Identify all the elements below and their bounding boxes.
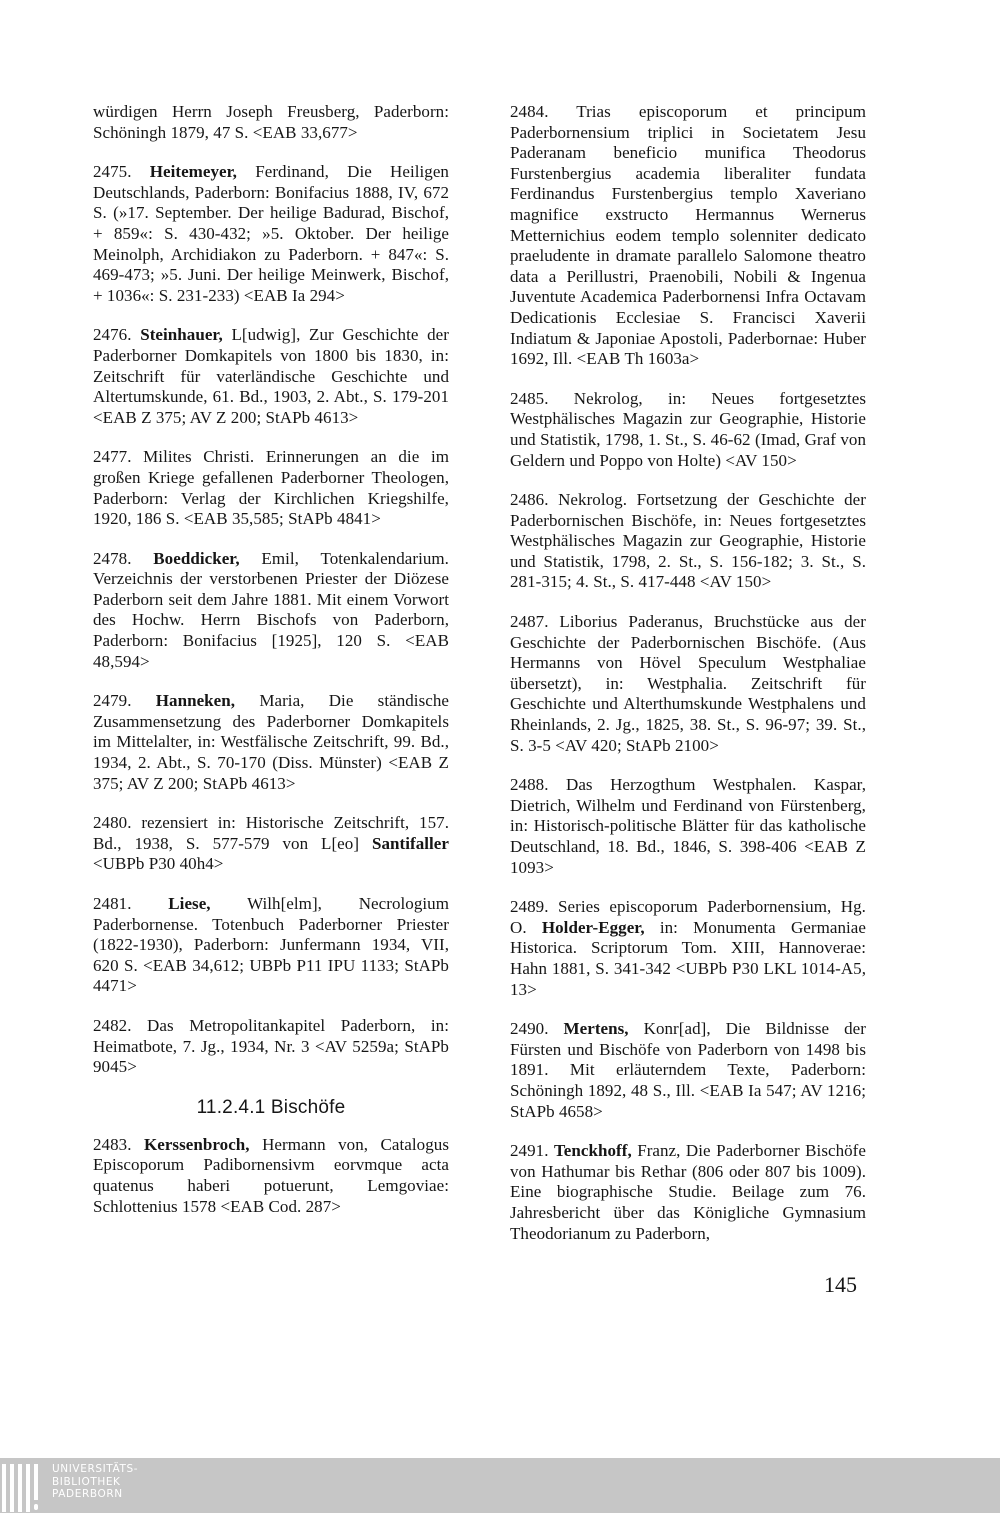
- bibliography-entry: 2490. Mertens, Konr[ad], Die Bildnisse der Fürsten und Bischöfe von Paderborn von 1498 bis 1891. Mit erläuterndem Texte, Paderborn: Schöningh 1892, 48 S., Ill. <EAB Ia 547; AV 1216; StAPb 4658>: [510, 1019, 866, 1121]
- bibliography-entry: 2476. Steinhauer, L[udwig], Zur Geschichte der Paderborner Domkapitels von 1800 bis 1830, in: Zeitschrift für vaterländische Geschichte und Altertumskunde, 61. Bd., 1903, 2. Abt., S. 179-201 <EAB Z 375; AV Z 200; StAPb 4613>: [93, 325, 449, 427]
- bibliography-entry: 2491. Tenckhoff, Franz, Die Paderborner Bischöfe von Hathumar bis Rethar (806 oder 807 bis 1009). Eine biographische Studie. Beilage zum 76. Jahresbericht über das Königliche Gymnasium Theodorianum zu Paderborn,: [510, 1141, 866, 1243]
- bibliography-entry: würdigen Herrn Joseph Freusberg, Paderborn: Schöningh 1879, 47 S. <EAB 33,677>: [93, 102, 449, 142]
- library-name-line: PADERBORN: [52, 1488, 123, 1500]
- bibliography-entry: 2478. Boeddicker, Emil, Totenkalendarium. Verzeichnis der verstorbenen Priester der Diözese Paderborn seit dem Jahre 1881. Mit einem Vorwort des Hochw. Herrn Bischofs von Paderborn, Paderborn: Bonifacius [1925], 120 S. <EAB 48,594>: [93, 548, 449, 671]
- bibliography-entry: 2480. rezensiert in: Historische Zeitschrift, 157. Bd., 1938, S. 577-579 von L[eo] Santifaller <UBPb P30 40h4>: [93, 813, 449, 874]
- bibliography-entry: 2487. Liborius Paderanus, Bruchstücke aus der Geschichte der Paderbornischen Bischöfe. (Aus Hermanns von Hövel Speculum Westphaliae übersetzt), in: Westphalia. Zeitschrift für Geschichte und Alterthumskunde Westphalens und Rheinlands, 2. Jg., 1825, 38. St., S. 96-97; 39. St., S. 3-5 <AV 420; StAPb 2100>: [510, 612, 866, 755]
- bibliography-entry: 2482. Das Metropolitankapitel Paderborn, in: Heimatbote, 7. Jg., 1934, Nr. 3 <AV 5259a; StAPb 9045>: [93, 1015, 449, 1077]
- footer-bar: [0, 1458, 1000, 1513]
- bibliography-entry: 2486. Nekrolog. Fortsetzung der Geschichte der Paderbornischen Bischöfe, in: Neues fortgesetztes Westphälisches Magazin zur Geographie, Historie und Statistik, 1798, 2. St., S. 156-182; 3. St., S. 281-315; 4. St., S. 417-448 <AV 150>: [510, 490, 866, 592]
- bibliography-entry: 2484. Trias episcoporum et principum Paderbornensium triplici in Societatem Jesu Paderanam beneficio munifica Theodorus Furstenbergius academia liberaliter fundata Ferdinandus Furstenbergius templo Xaveriano magnifice exstructo Hermannus Wernerus Metternichius eodem templo solenniter dedicato praeludente in dramate parallelo Salomone theatro data a Perillustri, Praenobili, Nobili & Ingenua Juventute Academica Paderbornensi Infra Octavam Dedicationis Ecclesiae S. Francisci Xaverii Indiatum & Japoniae Apostoli, Paderbornae: Huber 1692, Ill. <EAB Th 1603a>: [510, 102, 866, 369]
- bibliography-entry: 2481. Liese, Wilh[elm], Necrologium Paderbornense. Totenbuch Paderborner Priester (1822-1930), Paderborn: Junfermann 1934, VII, 620 S. <EAB 34,612; UBPb P11 IPU 1133; StAPb 4471>: [93, 894, 449, 996]
- bibliography-entry: 2479. Hanneken, Maria, Die ständische Zusammensetzung des Paderborner Domkapitels im Mittelalter, in: Westfälische Zeitschrift, 99. Bd., 1934, 2. Abt., S. 70-170 (Diss. Münster) <EAB Z 375; AV Z 200; StAPb 4613>: [93, 691, 449, 793]
- bibliography-entry: 2483. Kerssenbroch, Hermann von, Catalogus Episcoporum Padibornensivm eorvmque acta quatenus haberi potuerunt, Lemgoviae: Schlottenius 1578 <EAB Cod. 287>: [93, 1134, 449, 1216]
- bibliography-entry: 2488. Das Herzogthum Westphalen. Kaspar, Dietrich, Wilhelm und Ferdinand von Fürstenberg, in: Historisch-politische Blätter für das katholische Deutschland, 18. Bd., 1846, S. 398-406 <EAB Z 1093>: [510, 775, 866, 877]
- library-name: [52, 1463, 138, 1501]
- page-number: 145: [824, 1272, 857, 1297]
- bibliography-entry: 2475. Heitemeyer, Ferdinand, Die Heiligen Deutschlands, Paderborn: Bonifacius 1888, IV, 672 S. (»17. September. Der heilige Badurad, Bischof, + 859«: S. 430-432; »5. Oktober. Der heilige Meinolph, Archidiakon zu Paderborn. + 847«: S. 469-473; »5. Juni. Der heilige Meinwerk, Bischof, + 1036«: S. 231-233) <EAB Ia 294>: [93, 162, 449, 305]
- library-barcode-logo-icon: [0, 1464, 50, 1512]
- right-column: [510, 102, 866, 1263]
- library-name-line: UNIVERSITÄTS-: [52, 1463, 139, 1475]
- section-heading: 11.2.4.1 Bischöfe: [196, 1096, 346, 1118]
- bibliography-entry: 2477. Milites Christi. Erinnerungen an die im großen Kriege gefallenen Paderborner Theologen, Paderborn: Verlag der Kirchlichen Kriegshilfe, 1920, 186 S. <EAB 35,585; StAPb 4841>: [93, 447, 449, 529]
- library-name-line: BIBLIOTHEK: [52, 1475, 121, 1488]
- bibliography-entry: 2485. Nekrolog, in: Neues fortgesetztes Westphälisches Magazin zur Geographie, Historie und Statistik, 1798, 1. St., S. 46-62 (Imad, Graf von Geldern und Poppo von Holte) <AV 150>: [510, 388, 866, 470]
- bibliography-entry: 2489. Series episcoporum Paderbornensium, Hg. O. Holder-Egger, in: Monumenta Germaniae Historica. Scriptorum Tom. XIII, Hannoverae: Hahn 1881, S. 341-342 <UBPb P30 LKL 1014-A5, 13>: [510, 897, 866, 999]
- left-column: [93, 102, 449, 1236]
